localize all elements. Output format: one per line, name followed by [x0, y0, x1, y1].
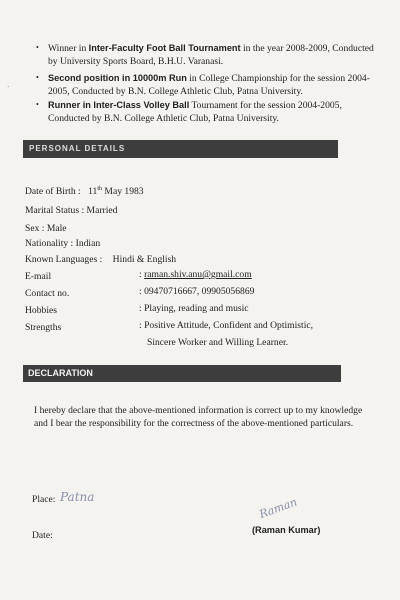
achievement-item — [36, 99, 376, 125]
place-handwritten: Patna — [60, 490, 95, 504]
date-label: Date: — [32, 530, 53, 541]
achievement-text: in College Championship for the session 2004-2005, Conducted by B.N. College Athletic Club, Patna University. — [48, 73, 370, 97]
achievement-text: Tournament for the session 2004-2005, Conducted by B.N. College Athletic Club, Patna University. — [48, 100, 342, 124]
signature: Raman — [257, 495, 299, 521]
bullet-icon: • — [36, 73, 39, 82]
strengths-value: Positive Attitude, Confident and Optimistic, — [144, 320, 314, 331]
email-link[interactable]: raman.shiv.anu@gmail.com — [144, 269, 252, 280]
languages-value: Hindi & English — [112, 254, 177, 265]
dob-row — [25, 186, 144, 197]
bullet-icon: • — [36, 100, 39, 109]
languages-label: Known Languages : — [25, 254, 103, 265]
achievement-highlight: Inter-Faculty Foot Ball Tournament — [88, 43, 241, 53]
dob-month-year: May 1983 — [102, 186, 144, 198]
applicant-name: (Raman Kumar) — [252, 525, 321, 535]
dob-suffix: th — [97, 186, 103, 192]
place-label: Place: — [32, 494, 56, 505]
contact-label: Contact no. — [25, 288, 70, 299]
strengths-label: Strengths — [25, 322, 62, 333]
languages-row — [25, 254, 176, 265]
nationality-field: Nationality : Indian — [25, 238, 101, 249]
dob-label: Date of Birth : — [25, 186, 81, 198]
bullet-icon: • — [36, 43, 39, 52]
strengths-value-cont: Sincere Worker and Willing Learner. — [147, 337, 289, 348]
achievement-highlight: Runner in Inter-Class Volley Ball — [48, 100, 190, 110]
dob-day: 11 — [88, 186, 98, 198]
declaration-header — [23, 365, 341, 382]
achievement-text: Winner in — [48, 43, 89, 54]
hobbies-value: Playing, reading and music — [144, 303, 249, 314]
marital-status: Marital Status : Married — [25, 205, 118, 216]
email-row: : raman.shiv.anu@gmail.com — [139, 269, 252, 280]
strengths-row: : Positive Attitude, Confident and Optimistic, — [139, 320, 314, 331]
section-title: PERSONAL DETAILS — [29, 144, 126, 153]
email-label: E-mail — [25, 271, 52, 282]
contact-row: : 09470716667, 09905056869 — [139, 286, 255, 297]
achievement-item — [36, 72, 376, 98]
hobbies-label: Hobbies — [25, 305, 57, 316]
personal-details-header — [23, 140, 338, 158]
hobbies-row: : Playing, reading and music — [139, 303, 249, 314]
scan-speck: · — [7, 83, 10, 91]
sex-field: Sex : Male — [25, 223, 67, 234]
achievement-highlight: Second position in 10000m Run — [48, 73, 187, 83]
declaration-text: I hereby declare that the above-mentioned information is correct up to my knowledge and I bear the responsibility for the correctness of the above-mentioned particulars. — [34, 405, 363, 429]
section-title: DECLARATION — [28, 368, 93, 378]
contact-value: 09470716667, 09905056869 — [144, 286, 255, 297]
achievement-item — [36, 42, 376, 68]
achievement-text: in the year 2008-2009, Conducted by University Sports Board, B.H.U. Varanasi. — [48, 43, 374, 67]
